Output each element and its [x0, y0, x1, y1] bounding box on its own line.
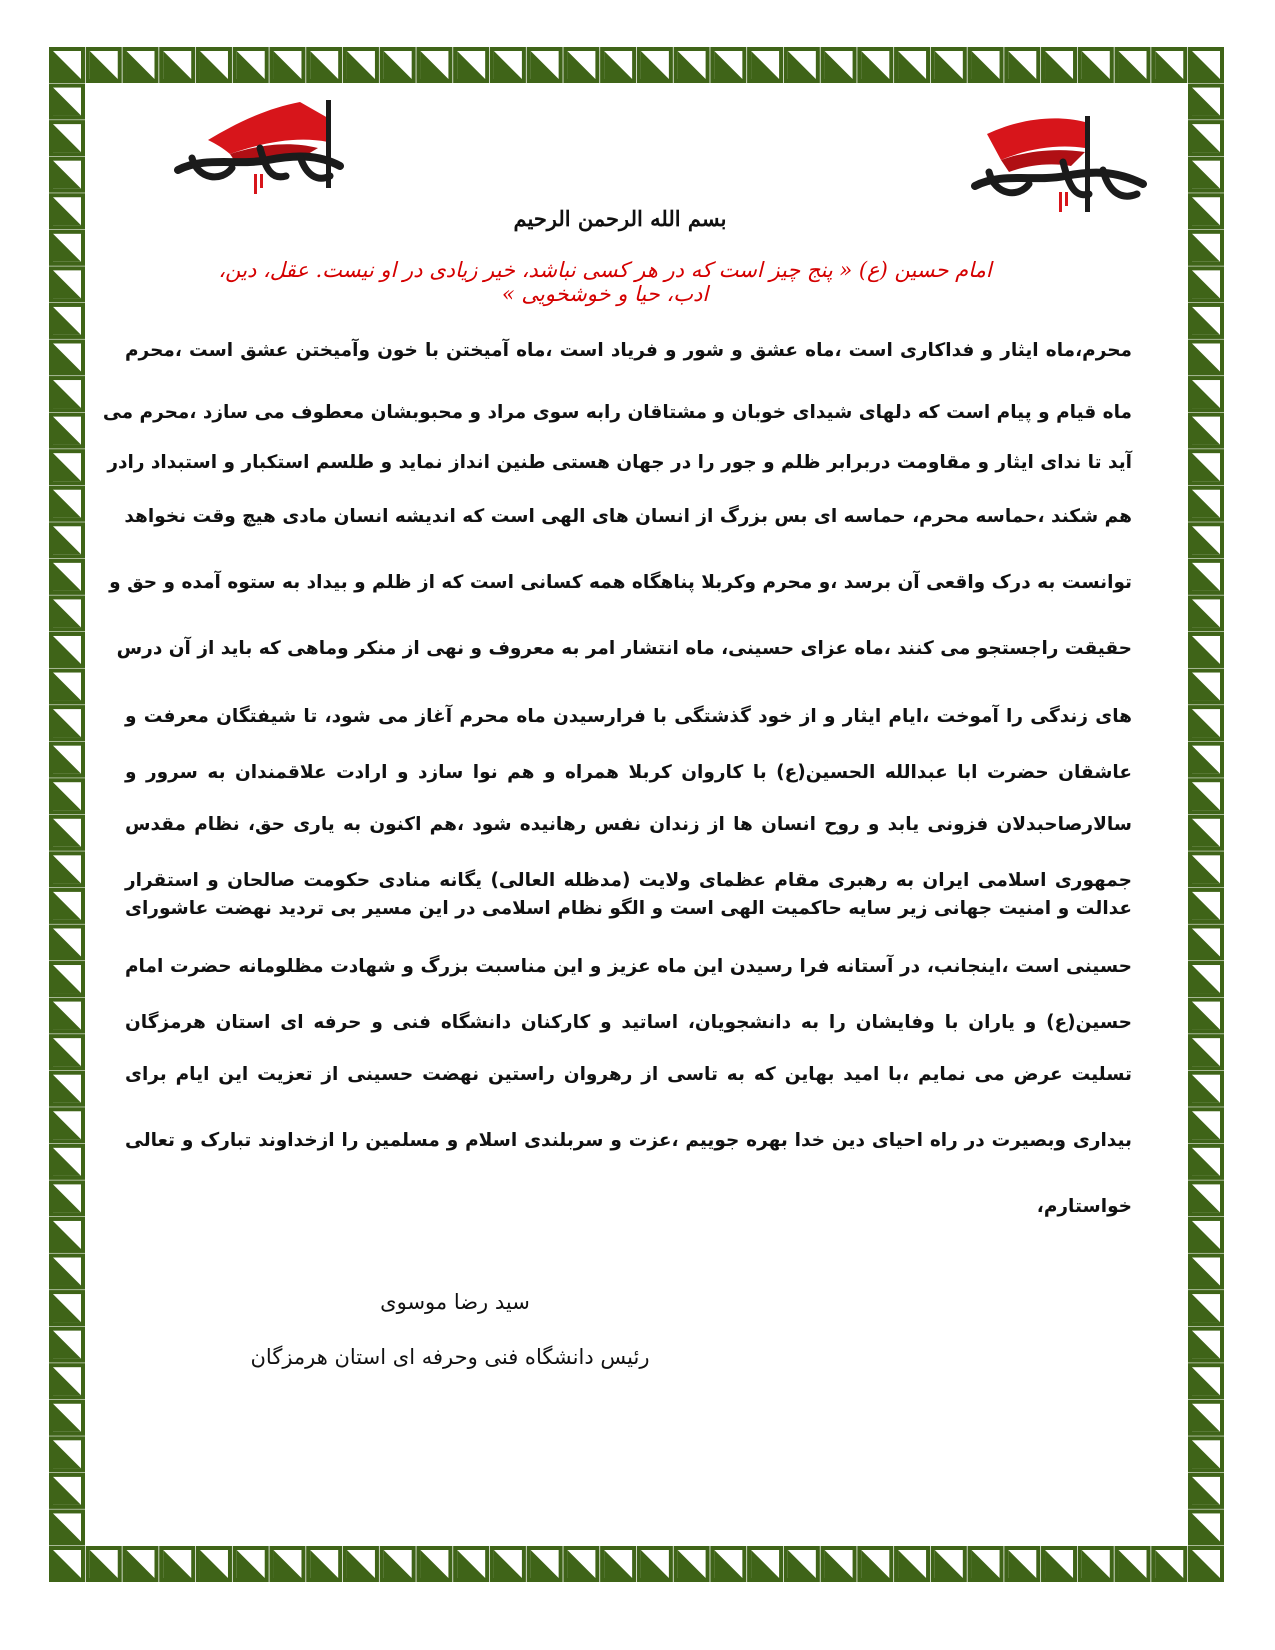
border-tile: [1188, 888, 1224, 924]
body-line: محرم،ماه ایثار و فداکاری است ،ماه عشق و شور و فریاد است ،ماه آمیختن با خون وآمیختن عشق است ،محرم: [125, 340, 1132, 361]
border-tile: [1188, 230, 1224, 266]
border-tile: [1188, 1180, 1224, 1216]
border-tile: [747, 1546, 783, 1582]
border-tile: [1188, 778, 1224, 814]
border-tile: [784, 1546, 820, 1582]
border-tile: [1151, 1546, 1187, 1582]
border-tile: [86, 47, 122, 83]
border-tile: [49, 1107, 85, 1143]
border-tile: [1004, 1546, 1040, 1582]
border-tile: [49, 1144, 85, 1180]
body-line: های زندگی را آموخت ،ایام ایثار و از خود گذشتگی با فرارسیدن ماه محرم آغاز می شود، تا شیفتگان معرفت و: [125, 706, 1132, 727]
border-tile: [49, 449, 85, 485]
border-tile: [1041, 47, 1077, 83]
border-tile: [674, 1546, 710, 1582]
border-tile: [49, 193, 85, 229]
border-tile: [1188, 1034, 1224, 1070]
border-tile: [1188, 632, 1224, 668]
border-tile: [49, 1217, 85, 1253]
border-tile: [1188, 1144, 1224, 1180]
border-tile: [49, 47, 85, 83]
border-tile: [49, 1400, 85, 1436]
border-tile: [857, 47, 893, 83]
border-tile: [196, 1546, 232, 1582]
border-tile: [637, 47, 673, 83]
border-tile: [1188, 851, 1224, 887]
border-tile: [1115, 1546, 1151, 1582]
border-tile: [1188, 559, 1224, 595]
body-line: حقیقت راجستجو می کنند ،ماه عزای حسینی، ماه انتشار امر به معروف و نهی از منکر وماهی که باید از آن درس: [116, 638, 1132, 659]
border-tile: [49, 157, 85, 193]
border-tile: [1188, 84, 1224, 120]
border-tile: [1151, 47, 1187, 83]
border-tile: [233, 47, 269, 83]
border-tile: [1188, 120, 1224, 156]
body-line: حسینی است ،اینجانب، در آستانه فرا رسیدن این ماه عزیز و این مناسبت بزرگ و شهادت مظلومانه حضرت امام: [125, 956, 1132, 977]
border-tile: [49, 120, 85, 156]
body-line: عدالت و امنیت جهانی زیر سایه حاکمیت الهی است و الگو نظام اسلامی در این مسیر بی تردید نهضت عاشورای: [125, 898, 1132, 919]
border-tile: [49, 632, 85, 668]
border-tile: [1188, 339, 1224, 375]
border-tile: [1188, 1254, 1224, 1290]
bismillah-heading: بسم الله الرحمن الرحیم: [513, 206, 727, 231]
border-tile: [233, 1546, 269, 1582]
border-tile: [453, 47, 489, 83]
border-tile: [49, 303, 85, 339]
border-tile: [269, 1546, 305, 1582]
body-line: ماه قیام و پیام است که دلهای شیدای خوبان و مشتاقان رابه سوی مراد و محبوبشان معطوف می سازد ،محرم می: [102, 402, 1132, 423]
border-tile: [1041, 1546, 1077, 1582]
border-tile: [49, 961, 85, 997]
border-tile: [49, 486, 85, 522]
border-tile: [1078, 47, 1114, 83]
border-tile: [1188, 522, 1224, 558]
border-tile: [747, 47, 783, 83]
border-tile: [49, 413, 85, 449]
border-tile: [49, 815, 85, 851]
border-tile: [49, 1436, 85, 1472]
border-tile: [857, 1546, 893, 1582]
border-tile: [968, 1546, 1004, 1582]
border-tile: [637, 1546, 673, 1582]
border-tile: [490, 1546, 526, 1582]
border-tile: [1188, 303, 1224, 339]
border-tile: [49, 705, 85, 741]
border-tile: [600, 47, 636, 83]
border-tile: [1188, 486, 1224, 522]
border-tile: [1188, 669, 1224, 705]
border-tile: [1188, 1071, 1224, 1107]
border-tile: [49, 266, 85, 302]
border-tile: [49, 1071, 85, 1107]
body-line: جمهوری اسلامی ایران به رهبری مقام عظمای ولایت (مدظله العالی) یگانه منادی حکومت صالحان و استقرار: [125, 870, 1132, 891]
body-line: سالارصاحبدلان فزونی یابد و روح انسان ها از زندان نفس رهانیده شود ،هم اکنون به یاری حق، نظام مقدس: [125, 814, 1132, 835]
border-tile: [49, 1546, 85, 1582]
body-line: عاشقان حضرت ابا عبدالله الحسین(ع) با کاروان کربلا همراه و هم نوا سازد و ارادت علاقمندان به سرور و: [125, 762, 1132, 783]
border-tile: [49, 230, 85, 266]
border-tile: [1188, 1217, 1224, 1253]
border-tile: [563, 1546, 599, 1582]
border-tile: [1188, 193, 1224, 229]
signature-title: رئیس دانشگاه فنی وحرفه ای استان هرمزگان: [250, 1345, 650, 1369]
border-tile: [453, 1546, 489, 1582]
border-tile: [1188, 742, 1224, 778]
border-tile: [490, 47, 526, 83]
border-tile: [49, 1254, 85, 1290]
border-tile: [49, 595, 85, 631]
border-tile: [380, 1546, 416, 1582]
border-tile: [1188, 961, 1224, 997]
border-tile: [416, 1546, 452, 1582]
border-tile: [343, 47, 379, 83]
border-tile: [600, 1546, 636, 1582]
border-tile: [122, 47, 158, 83]
border-tile: [821, 47, 857, 83]
border-tile: [49, 1180, 85, 1216]
border-tile: [306, 1546, 342, 1582]
border-tile: [1188, 998, 1224, 1034]
border-tile: [1188, 266, 1224, 302]
border-tile: [1188, 1400, 1224, 1436]
body-line: هم شکند ،حماسه محرم، حماسه ای بس بزرگ از انسان های الهی است که اندیشه انسان مادی هیچ وقت نخواهد: [124, 506, 1132, 527]
border-tile: [1188, 47, 1224, 83]
border-tile: [49, 84, 85, 120]
border-tile: [1188, 376, 1224, 412]
border-tile: [86, 1546, 122, 1582]
border-tile: [49, 742, 85, 778]
border-tile: [49, 888, 85, 924]
signature-name: سید رضا موسوی: [380, 1290, 530, 1314]
border-tile: [894, 1546, 930, 1582]
border-tile: [49, 376, 85, 412]
border-tile: [674, 47, 710, 83]
body-line: خواستارم،: [1036, 1196, 1132, 1217]
border-tile: [49, 339, 85, 375]
border-tile: [1188, 1546, 1224, 1582]
border-tile: [343, 1546, 379, 1582]
border-tile: [49, 998, 85, 1034]
border-tile: [1188, 705, 1224, 741]
border-tile: [1188, 1509, 1224, 1545]
border-tile: [1188, 924, 1224, 960]
body-line: حسین(ع) و یاران با وفایشان را به دانشجویان، اساتید و کارکنان دانشگاه فنی و حرفه ای استان هرمزگان: [125, 1012, 1132, 1033]
border-tile: [49, 851, 85, 887]
border-tile: [49, 1290, 85, 1326]
border-tile: [416, 47, 452, 83]
border-tile: [1078, 1546, 1114, 1582]
border-tile: [49, 669, 85, 705]
border-tile: [49, 1473, 85, 1509]
border-tile: [380, 47, 416, 83]
border-tile: [49, 1034, 85, 1070]
border-tile: [1115, 47, 1151, 83]
border-tile: [49, 778, 85, 814]
border-tile: [1188, 1327, 1224, 1363]
body-line: آید تا ندای ایثار و مقاومت دربرابر ظلم و جور را در جهان هستی طنین انداز نماید و طلسم استکبار و استبداد رادر: [107, 452, 1132, 473]
body-line: توانست به درک واقعی آن برسد ،و محرم وکربلا پناهگاه همه کسانی است که از ظلم و بیداد به ستوه آمده و حق و: [109, 572, 1132, 593]
border-tile: [821, 1546, 857, 1582]
border-tile: [1188, 1107, 1224, 1143]
hadith-quote: امام حسین (ع) « پنج چیز است که در هر کسی نباشد، خیر زیادی در او نیست. عقل، دین، ادب، حیا و خوشخویی »: [218, 258, 992, 306]
border-tile: [49, 559, 85, 595]
ya-hussain-logo-right: [967, 112, 1157, 222]
border-tile: [563, 47, 599, 83]
border-tile: [1188, 1436, 1224, 1472]
border-tile: [710, 47, 746, 83]
border-tile: [196, 47, 232, 83]
border-tile: [527, 1546, 563, 1582]
border-tile: [931, 47, 967, 83]
border-tile: [269, 47, 305, 83]
border-tile: [159, 1546, 195, 1582]
border-tile: [122, 1546, 158, 1582]
border-tile: [894, 47, 930, 83]
border-tile: [49, 924, 85, 960]
border-tile: [931, 1546, 967, 1582]
border-tile: [1188, 1473, 1224, 1509]
border-tile: [527, 47, 563, 83]
body-line: تسلیت عرض می نمایم ،با امید بهاین که به تاسی از رهروان راستین نهضت حسینی از تعزیت این ایام برای: [125, 1064, 1132, 1085]
border-tile: [968, 47, 1004, 83]
border-tile: [1188, 157, 1224, 193]
border-tile: [1188, 1290, 1224, 1326]
border-tile: [784, 47, 820, 83]
border-tile: [1188, 449, 1224, 485]
border-tile: [49, 522, 85, 558]
border-tile: [49, 1363, 85, 1399]
border-tile: [1188, 413, 1224, 449]
border-tile: [306, 47, 342, 83]
border-tile: [1188, 1363, 1224, 1399]
body-line: بیداری وبصیرت در راه احیای دین خدا بهره جوییم ،عزت و سربلندی اسلام و مسلمین را ازخداوند تبارک و تعالی: [125, 1130, 1132, 1151]
border-tile: [159, 47, 195, 83]
border-tile: [49, 1509, 85, 1545]
ya-hussain-logo-left: [168, 96, 358, 206]
border-tile: [49, 1327, 85, 1363]
border-tile: [1004, 47, 1040, 83]
border-tile: [1188, 815, 1224, 851]
border-tile: [1188, 595, 1224, 631]
border-tile: [710, 1546, 746, 1582]
